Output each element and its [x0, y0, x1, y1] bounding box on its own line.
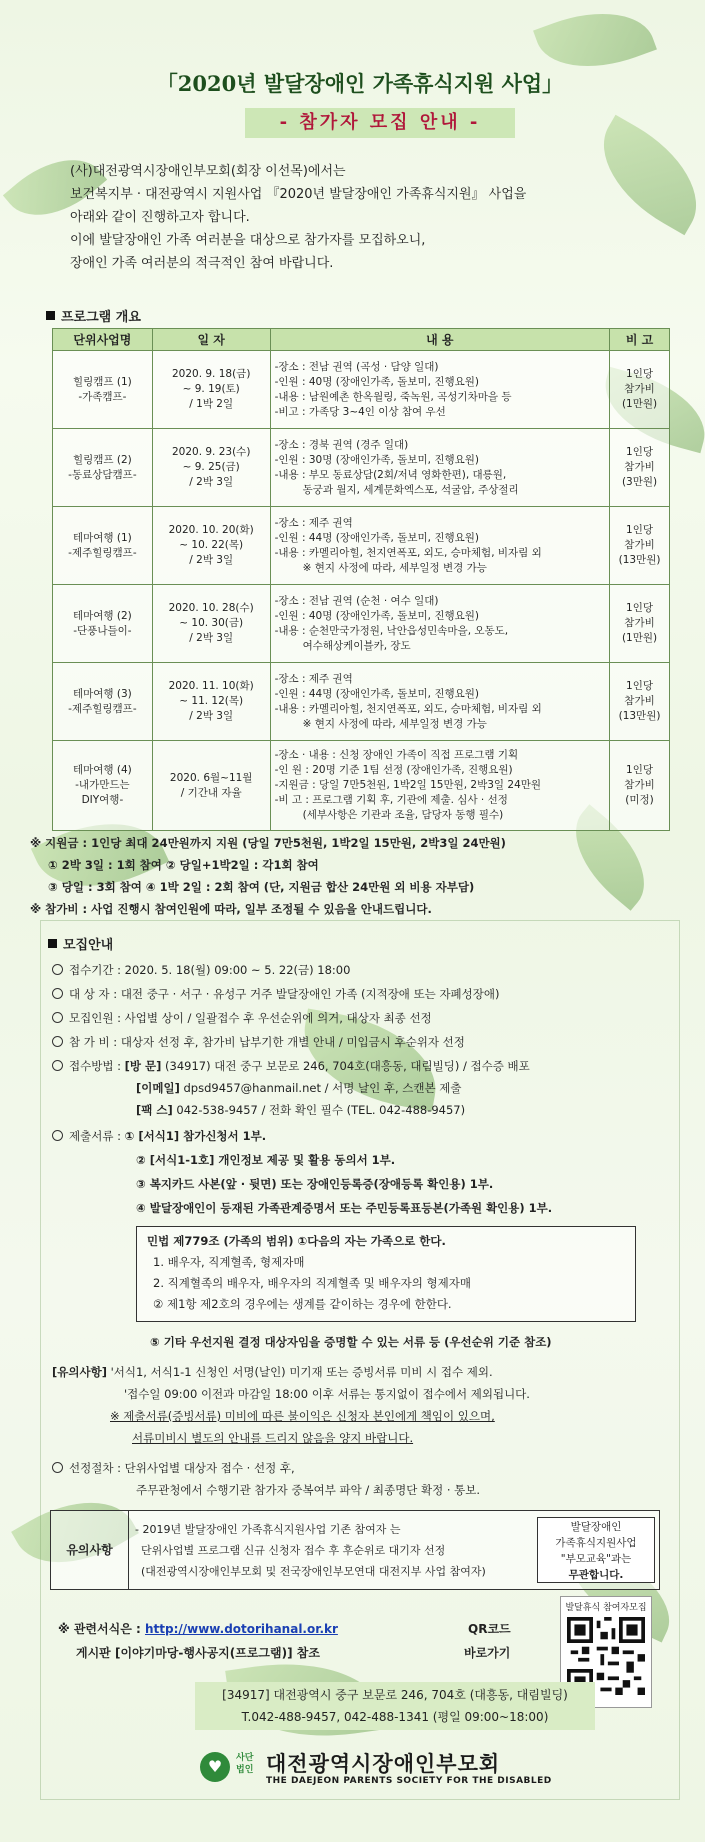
table-header-row [53, 329, 670, 351]
doc-item: ② [서식1-1호] 개인정보 제공 및 활용 동의서 1부. [136, 1153, 396, 1167]
notice-body: - 2019년 발달장애인 가족휴식지원사업 기존 참여자 는 단위사업별 프로그램 신규 신청자 접수 후 후순위로 대기자 선정 (대전광역시장애인부모회 및 전국장애인부모연대 대전지부 사업 참여자) [135, 1523, 486, 1578]
recruit-heading: 모집안내 [48, 934, 113, 953]
qr-sublabel: 바로가기 [464, 1646, 511, 1660]
column-header: 비 고 [610, 329, 670, 351]
recruit-fee: 참 가 비 : 대상자 선정 후, 참가비 납부기한 개별 안내 / 미입금시 후순위자 선정 [52, 1034, 465, 1050]
note-line: ① 2박 3일 : 1회 참여 ② 당일+1박2일 : 각1회 참여 [48, 858, 319, 872]
circle-bullet-icon [52, 988, 63, 999]
footer-address: [34917] 대전광역시 중구 보문로 246, 704호 (대흥동, 대림빌딩) [222, 1688, 568, 1702]
recruit-section [40, 920, 680, 1800]
doc-item: ③ 복지카드 사본(앞 · 뒷면) 또는 장애인등록증(장애등록 확인용) 1부. [136, 1177, 494, 1191]
recruit-period: 접수기간 : 2020. 5. 18(월) 09:00 ~ 5. 22(금) 18:00 [52, 962, 350, 978]
recruit-docs: 제출서류 : ① [서식1] 참가신청서 1부. [52, 1128, 266, 1144]
program-table [52, 328, 670, 831]
qr-label: QR코드 [468, 1622, 511, 1636]
civil-law-box [136, 1226, 636, 1322]
recruit-select-line: 주무관청에서 수행기관 참가자 중복여부 파악 / 최종명단 확정 · 통보. [136, 1483, 481, 1497]
footer-phone: T.042-488-9457, 042-488-1341 (평일 09:00~18:00) [241, 1710, 549, 1724]
notice-box [50, 1510, 660, 1590]
doc-item: ⑤ 기타 우선지원 결정 대상자임을 증명할 수 있는 서류 등 (우선순위 기준 참조) [150, 1335, 552, 1349]
intro-line: 보건복지부 · 대전광역시 지원사업 『2020년 발달장애인 가족휴식지원』 사업을 [70, 187, 527, 202]
note-line: ※ 참가비 : 사업 진행시 참여인원에 따라, 일부 조정될 수 있음을 안내드립니다. [30, 902, 432, 916]
table-row: 테마여행 (3) -제주힐링캠프- 2020. 11. 10(화) ~ 11. 12(목) / 2박 3일 -장소 : 제주 권역 -인원 : 44명 (장애인가족, 돌보미, 진행요원) -내용 : 카멜리아힐, 천지연폭포, 외도, 승마체험, 비자림 외 ※ 현지 사정에 따라, 세부일정 변경 가능 1인당 참가비 (13만원) [53, 663, 670, 741]
intro-line: 아래와 같이 진행하고자 합니다. [70, 210, 250, 225]
square-bullet-icon [48, 939, 57, 948]
doc-item: ④ 발달장애인이 등재된 가족관계증명서 또는 주민등록표등본(가족원 확인용) 1부. [136, 1201, 553, 1215]
note-line: ※ 지원금 : 1인당 최대 24만원까지 지원 (당일 7만5천원, 1박2일 15만원, 2박3일 24만원) [30, 836, 506, 850]
org-type: 사단 법인 [236, 1753, 254, 1775]
table-row: 테마여행 (2) -단풍나들이- 2020. 10. 28(수) ~ 10. 30(금) / 2박 3일 -장소 : 전남 권역 (순천 · 여수 일대) -인원 : 40명 (장애인가족, 돌보미, 진행요원) -내용 : 순천만국가정원, 낙안읍성민속마을, 오동도, 여수해상케이블카, 장도 1인당 참가비 (1만원) [53, 585, 670, 663]
column-header: 단위사업명 [53, 329, 153, 351]
intro-line: (사)대전광역시장애인부모회(회장 이선목)에서는 [70, 164, 346, 179]
qr-caption: 발달휴식 참여자모집 [565, 1603, 647, 1613]
civil-law-line: 민법 제779조 (가족의 범위) ①다음의 자는 가족으로 한다. [147, 1234, 446, 1248]
org-logo-icon: ♥ [200, 1752, 230, 1782]
recruit-select: 선정절차 : 단위사업별 대상자 접수 · 선정 후, [52, 1460, 295, 1476]
table-row: 테마여행 (1) -제주힐링캠프- 2020. 10. 20(화) ~ 10. 22(목) / 2박 3일 -장소 : 제주 권역 -인원 : 44명 (장애인가족, 돌보미, 진행요원) -내용 : 카멜리아힐, 천지연폭포, 외도, 승마체험, 비자림 외 ※ 현지 사정에 따라, 세부일정 변경 가능 1인당 참가비 (13만원) [53, 507, 670, 585]
org-name-en: THE DAEJEON PARENTS SOCIETY FOR THE DISABLED [266, 1776, 552, 1786]
caution-line: [유의사항] '서식1, 서식1-1 신청인 서명(날인) 미기재 또는 증빙서류 미비 시 접수 제외. [52, 1365, 493, 1379]
circle-bullet-icon [52, 964, 63, 975]
note-line: ③ 당일 : 3회 참여 ④ 1박 2일 : 2회 참여 (단, 지원금 합산 24만원 외 비용 자부담) [48, 880, 475, 894]
civil-law-line: 2. 직계혈족의 배우자, 배우자의 직계혈족 및 배우자의 형제자매 [153, 1276, 471, 1290]
recruit-target: 대 상 자 : 대전 중구 · 서구 · 유성구 거주 발달장애인 가족 (지적장애 또는 자폐성장애) [52, 986, 499, 1002]
page-subtitle: - 참가자 모집 안내 - [245, 108, 515, 138]
intro-text [70, 160, 630, 275]
civil-law-line: ② 제1항 제2호의 경우에는 생계를 같이하는 경우에 한한다. [153, 1297, 452, 1311]
square-bullet-icon [46, 311, 55, 320]
caution-line: '접수일 09:00 이전과 마감일 18:00 이후 서류는 통지없이 접수에서 제외됩니다. [124, 1387, 530, 1401]
forms-link[interactable]: http://www.dotorihanal.or.kr [144, 1622, 338, 1636]
circle-bullet-icon [52, 1012, 63, 1023]
circle-bullet-icon [52, 1060, 63, 1071]
circle-bullet-icon [52, 1462, 63, 1473]
recruit-method: 접수방법 : [방 문] (34917) 대전 중구 보문로 246, 704호(대흥동, 대림빌딩) / 접수증 배포 [52, 1058, 530, 1074]
page-title: 「2020년 발달장애인 가족휴식지원 사업」 [156, 71, 564, 96]
program-notes [30, 832, 650, 920]
column-header: 일 자 [152, 329, 270, 351]
column-header: 내 용 [270, 329, 609, 351]
footer-address-box [195, 1682, 595, 1730]
table-row: 힐링캠프 (2) -동료상담캠프- 2020. 9. 23(수) ~ 9. 25(금) / 2박 3일 -장소 : 경북 권역 (경주 일대) -인원 : 30명 (장애인가족, 돌보미, 진행요원) -내용 : 부모 동료상담(2회/저녁 영화한편), 대릉원, 동궁과 월지, 세계문화엑스포, 석굴암, 주상절리 1인당 참가비 (3만원) [53, 429, 670, 507]
intro-line: 장애인 가족 여러분의 적극적인 참여 바랍니다. [70, 256, 334, 271]
circle-bullet-icon [52, 1036, 63, 1047]
caution-line: 서류미비시 별도의 안내를 드리지 않음을 양지 바랍니다. [132, 1431, 414, 1445]
notice-label: 유의사항 [51, 1511, 129, 1589]
program-heading: 프로그램 개요 [46, 306, 141, 325]
intro-line: 이에 발달장애인 가족 여러분을 대상으로 참가자를 모집하오니, [70, 233, 426, 248]
table-row: 테마여행 (4) -내가만드는 DIY여행- 2020. 6월~11월 / 기간내 자율 -장소 · 내용 : 신청 장애인 가족이 직접 프로그램 기획 -인 원 : 20명 기준 1팀 선정 (장애인가족, 진행요원) -지원금 : 당일 7만5천원, 1박2일 15만원, 2박3일 24만원 -비 고 : 프로그램 기획 후, 기관에 제출. 심사 · 선정 (세부사항은 기관과 조율, 담당자 동행 필수) 1인당 참가비 (미정) [53, 741, 670, 831]
forms-board: 게시판 [이야기마당-행사공지(프로그램)] 참조 [76, 1646, 320, 1660]
recruit-method-fax: [팩 스] 042-538-9457 / 전화 확인 필수 (TEL. 042-488-9457) [136, 1103, 466, 1117]
caution-line: ※ 제출서류(증빙서류) 미비에 따른 불이익은 신청자 본인에게 책임이 있으며, [110, 1409, 495, 1423]
notice-side-box: 발달장애인 가족휴식지원사업 "부모교육"과는 무관합니다. [537, 1517, 655, 1583]
org-name: 대전광역시장애인부모회 [266, 1752, 501, 1776]
circle-bullet-icon [52, 1130, 63, 1141]
recruit-quota: 모집인원 : 사업별 상이 / 일괄접수 후 우선순위에 의거, 대상자 최종 선정 [52, 1010, 432, 1026]
table-row: 힐링캠프 (1) -가족캠프- 2020. 9. 18(금) ~ 9. 19(토) / 1박 2일 -장소 : 전남 권역 (곡성 · 담양 일대) -인원 : 40명 (장애인가족, 돌보미, 진행요원) -내용 : 남원예촌 한옥월링, 죽녹원, 곡성기차마을 등 -비고 : 가족당 3~4인 이상 참여 우선 1인당 참가비 (1만원) [53, 351, 670, 429]
forms-line: ※ 관련서식은 : http://www.dotorihanal.or.kr [58, 1622, 338, 1636]
civil-law-line: 1. 배우자, 직계혈족, 형제자매 [153, 1255, 305, 1269]
org-logo [200, 1746, 620, 1790]
recruit-method-email: [이메일] dpsd9457@hanmail.net / 서명 날인 후, 스캔본 제출 [136, 1081, 462, 1095]
